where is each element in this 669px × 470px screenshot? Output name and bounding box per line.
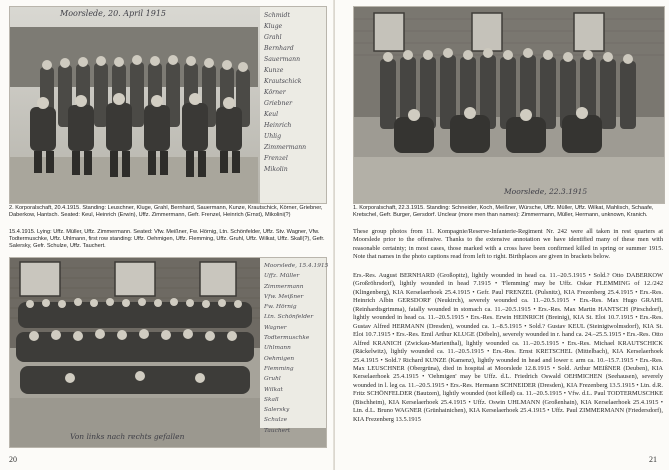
inscription-line: Körner [264,89,286,96]
inscription-line: Uhlmann [264,345,291,352]
inscription-line: Wagner [264,324,287,331]
inscription-line: Bernhard [264,45,294,52]
inscription-line: Uffz. Müller [264,273,300,280]
photo-bottom-inscription: Moorslede, 22.3.1915 [504,187,588,196]
inscription-line: Zimmermann [264,283,304,290]
inscription-line: Griebner [264,100,293,107]
photo-names-inscription [260,7,326,203]
inscription-line: Grahl [264,34,282,41]
inscription-line: Krautschick [264,78,302,85]
inscription-line: Gruhl [264,376,281,383]
inscription-line: Kunze [264,67,284,74]
inscription-line: Vfw. Meißner [264,293,304,300]
right-page [335,0,669,470]
inscription-line: Schmidt [264,12,290,19]
inscription-line: Fw. Hörnig [264,304,297,311]
inscription-line: Mikolin [264,166,288,173]
inscription-line: Wilkat [264,386,283,393]
photo-caption: 15.4.1915. Lying: Uffz. Müller, Uffz. Zimmermann. Seated: Vfw. Meißner, Fw. Hörnig, Ltn. Schönfelder, Uffz. Stv. Wagner, Vfw. Todtermuschke, Uffz. Uhlmann, first row standing: Uffz. Oehmigen, Uffz. Flemming, Uffz. Gruhl, Uffz. Wilkat, Uffz. Skall(?), Gefr. Salersky, Gefr. Schulze, Uffz. Tauchert. [9,229,325,250]
inscription-line: Kluge [264,23,283,30]
photo-bottom-inscription: Von links nach rechts gefallen [70,432,185,441]
inscription-line: Sauermann [264,56,301,63]
inscription-line: Keul [264,111,279,118]
photo-scene [354,7,664,203]
inscription-line: Tauchert [264,427,291,434]
photo-names-inscription [260,258,329,434]
inscription-line: Salersky [264,407,290,414]
casualty-list-text: Ers.-Res. August BERNHARD (Großopitz), lightly wounded in head ca. 11.–20.5.1915 • Sold.? Otto DABERKOW (Großröhrsdorf), lightly wounded in head 7.1915 • 'Flemming' may be Uffz. Oskar FLEMMING of 12./242 (Klingenberg), KIA Kerselaerhoek 25.4.1915 • Gefr. Paul FRENZEL (Pulsnitz), KIA Frezenberg 25.4.1915 • Ers.-Res. Heinrich Albin GERSDORF (Neukirch), severely wounded ca. 11.–20.5.1915 • Ers.-Res. Max Hugo GRAHL (Reinhardtsgrimma), fatally wounded in stomach ca. 11.–20.5.1915 • Ers.-Res. Max Martin HANTSCH (Pirschdorf), lightly wounded in head ca. 11.–20.5.1915 • Ers.-Res. Erwin HEINRICH (Breinig), KIA St. Eloi 10.7.1915 • Ers.-Res. Gustav Alfred HERMANN (Dresden), wounded ca. 1.–8.5.1915 • Sold.? Gustav KEUL (Steinigtwolmsdorf), KIA St. Eloi 10.7.1915 • Ers.-Res. Emil Arthur KLUGE (Döbeln), severely wounded in r. hand ca. 24.–25.5.1915 • Ers.-Res. Otto Alfred KRANICH (Zwickau-Marienthal), lightly wounded ca. 11.–20.5.1915 • Ers.-Res. Michael KRAUTSCHICK (Räckelwitz), lightly wounded ca. 11.–20.5.1915 • Ers.-Res. Ernst KRETSCHEL (Mittelbach), KIA Kerselaerhoek 25.4.1915 • Sold.? Richard KUNZE (Kamenz), lightly wounded in head and lower r. arm ca. 10.–15.7.1915 • Ers.-Res. Max LEUSCHNER (Obergrüna), died in hospital at Moorslede 12.8.1915 • Sold. Arthur MEIßNER (Deuben), KIA Kerselaerhoek 25.4.1915 • 'Oehmigen' may be Uffz. d.L. Friedrich Oswald OEHMICHEN (Seehausen), severely wounded in l. leg ca. 11.–20.5.1915 • Ers.-Res. Hermann SCHNEIDER (Dresden), KIA Frezenberg 13.5.1915 • Ltn. d.R. Fritz SCHÖNFELDER (Bautzen), lightly wounded (not killed) ca. 11.–20.5.1915 • Vfw. d.L. Paul TODTERMUSCHKE (Bischheim), KIA Kerselaerhoek 25.4.1915 • Uffz. Oswin UHLMANN (Großenhain), KIA Kerselaerhoek 25.4.1915 • Ltn. d.L. Bruno WAGNER (Grünhainichen), KIA Kerselaerhoek 25.4.1915 • Uffz. Paul ZIMMERMANN (Friedersdorf), KIA Frezenberg 13.5.1915 [353,272,663,423]
page-number: 20 [9,455,17,464]
photo-caption: 1. Korporalschaft, 22.3.1915. Standing: Schneider, Koch, Meißner, Würsche, Uffz. Müller, Uffz. Wilkat, Mahlisch, Schaafe, Kretschel, Gefr. Burger, Gersdorf. Unclear (more men than names): Zimmermann, Müller, Hermann, unknown, Kranich. [353,205,654,219]
inscription-line: Moorslede, 15.4.1915 [264,263,329,269]
inscription-line: Uhlig [264,133,282,140]
inscription-line: Frenzel [264,155,288,162]
inscription-line: Flemming [264,365,294,372]
casualty-list [353,272,663,424]
group-photo-officers [9,257,327,448]
inscription-line: Heinrich [264,122,292,129]
photo-date-inscription: Moorslede, 20. April 1915 [60,9,166,18]
inscription-line: Schulze [264,417,288,424]
inscription-line: Todtermuschke [264,335,310,342]
group-photo-2-korporalschaft [9,6,327,204]
photo-caption: 2. Korporalschaft, 20.4.1915. Standing: Leuschner, Kluge, Grahl, Bernhard, Sauermann, Kunze, Krautschick, Körner, Griebner, Daberkow, Hantsch. Seated: Keul, Heinrich (Erwin), Uffz. Zimmermann, Gefr. Frenzel, Heinrich (Ernst), Mikolini(?) [9,205,323,219]
group-photo-1-korporalschaft [353,6,665,204]
page-number: 21 [649,455,657,464]
inscription-line: Zimmermann [264,144,307,151]
left-page [0,0,334,470]
intro-text: These group photos from 11. Kompagnie/Reserve-Infanterie-Regiment Nr. 242 were all taken in rest quarters at Moorslede prior to the offensive. Thanks to the extensive annotation we have identified many of these men with reasonable certainty; in most cases, those marked with a cross have been confirmed killed in spring or summer 1915. Note that names in the photo captions read from left to right. Birthplaces are given in brackets below. [353,228,663,261]
inscription-line: Skall [264,396,279,403]
intro-paragraph [353,228,663,262]
inscription-line: Ltn. Schönfelder [264,314,314,321]
inscription-line: Oehmigen [264,355,295,362]
